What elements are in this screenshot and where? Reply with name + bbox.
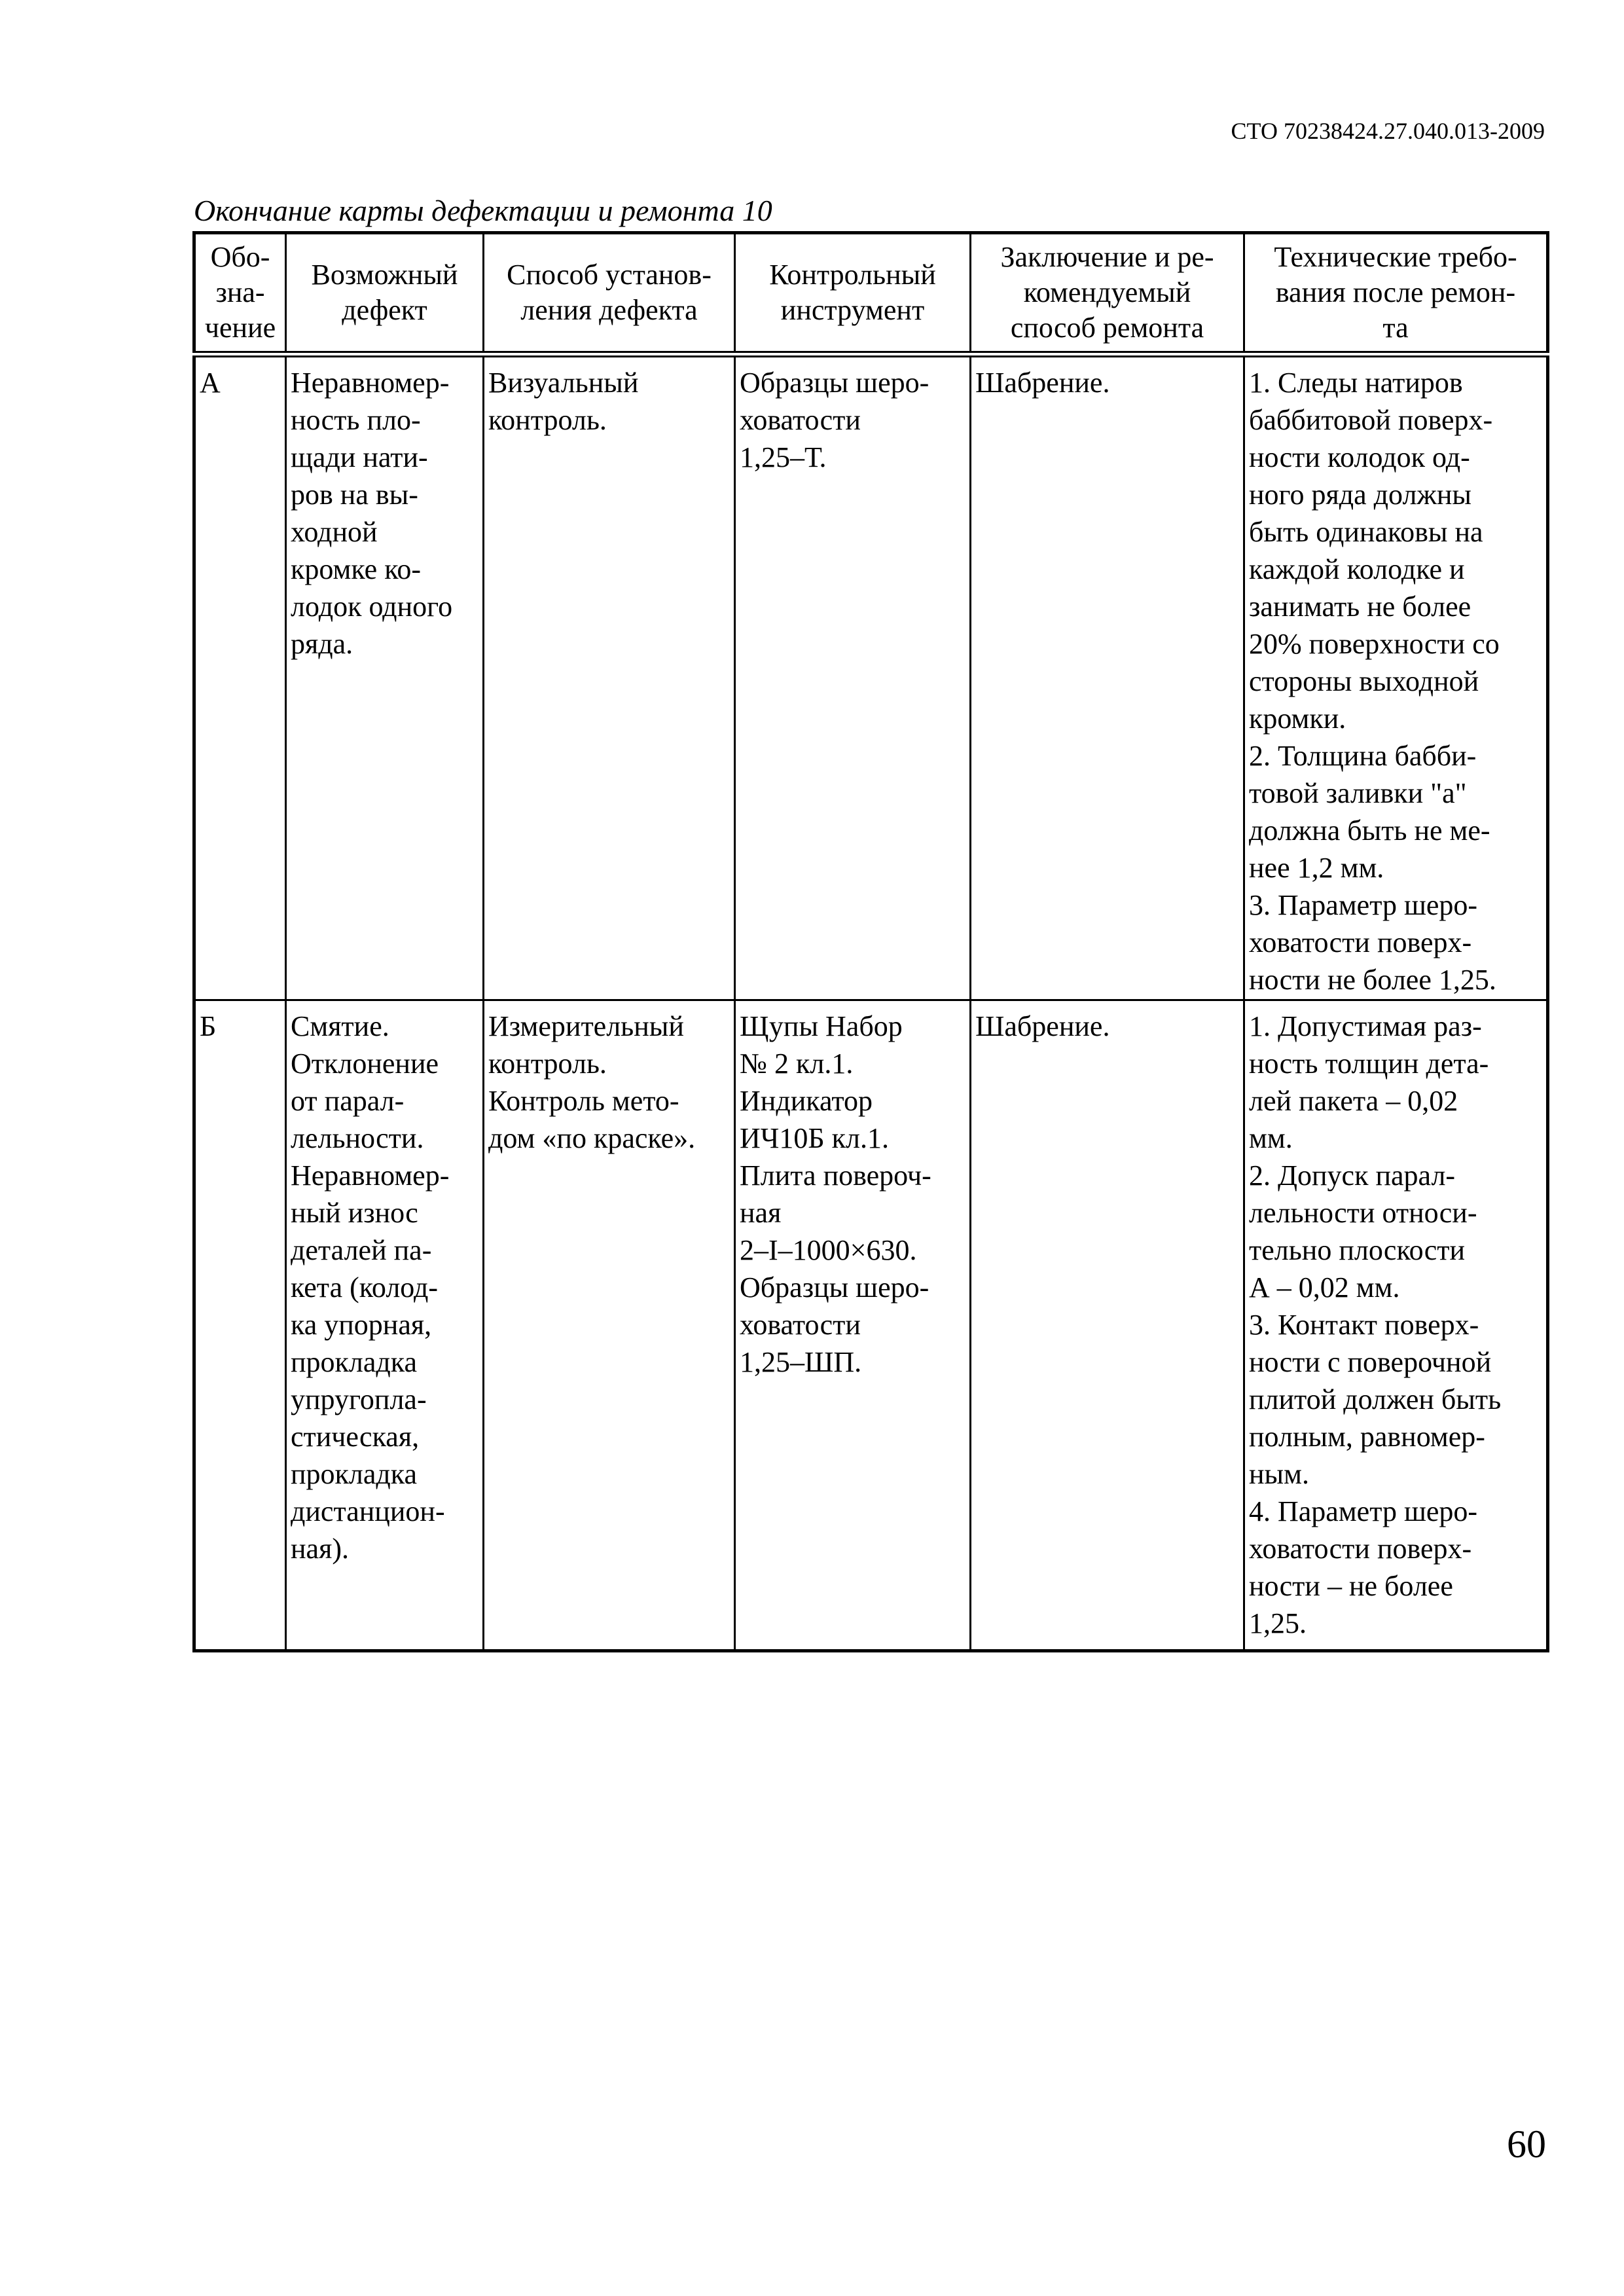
cell-detection-method: Измерительный контроль. Контроль мето- дом «по краске». (484, 1000, 735, 1651)
cell-conclusion: Шабрение. (971, 354, 1244, 1000)
column-header-defect: Возможный дефект (286, 233, 484, 355)
page-number: 60 (1507, 2123, 1546, 2166)
cell-requirements: 1. Допустимая раз- ность толщин дета- лей пакета – 0,02 мм. 2. Допуск парал- лельности относи- тельно плоскости А – 0,02 мм. 3. Контакт поверх- ности с поверочной плитой должен быть полным, равномер- ным. 4. Параметр шеро- ховатости поверх- ности – не более 1,25. (1244, 1000, 1548, 1651)
cell-designation: А (194, 354, 286, 1000)
cell-defect: Неравномер- ность пло- щади нати- ров на вы- ходной кромке ко- лодок одного ряда. (286, 354, 484, 1000)
table-caption: Окончание карты дефектации и ремонта 10 (194, 194, 772, 227)
cell-defect: Смятие. Отклонение от парал- лельности. Неравномер- ный износ деталей па- кета (колод- ка упорная, прокладка упругопла- стическая, прокладка дистанцион- ная). (286, 1000, 484, 1651)
cell-detection-method: Визуальный контроль. (484, 354, 735, 1000)
table-header-row (194, 233, 1548, 355)
column-header-instrument: Контрольный инструмент (735, 233, 971, 355)
column-header-designation: Обо- зна- чение (194, 233, 286, 355)
cell-instrument: Щупы Набор № 2 кл.1. Индикатор ИЧ10Б кл.1. Плита повероч- ная 2–I–1000×630. Образцы шеро- ховатости 1,25–ШП. (735, 1000, 971, 1651)
defect-repair-table (192, 231, 1549, 1652)
cell-instrument: Образцы шеро- ховатости 1,25–Т. (735, 354, 971, 1000)
column-header-conclusion: Заключение и ре- комендуемый способ ремонта (971, 233, 1244, 355)
column-header-detection-method: Способ установ- ления дефекта (484, 233, 735, 355)
document-code: СТО 70238424.27.040.013-2009 (1231, 118, 1545, 144)
cell-conclusion: Шабрение. (971, 1000, 1244, 1651)
column-header-requirements: Технические требо- вания после ремон- та (1244, 233, 1548, 355)
table-row (194, 1000, 1548, 1651)
cell-requirements: 1. Следы натиров баббитовой поверх- ности колодок од- ного ряда должны быть одинаковы на каждой колодке и занимать не более 20% поверхности со стороны выходной кромки. 2. Толщина бабби- товой заливки "а" должна быть не ме- нее 1,2 мм. 3. Параметр шеро- ховатости поверх- ности не более 1,25. (1244, 354, 1548, 1000)
cell-designation: Б (194, 1000, 286, 1651)
table-row (194, 354, 1548, 1000)
